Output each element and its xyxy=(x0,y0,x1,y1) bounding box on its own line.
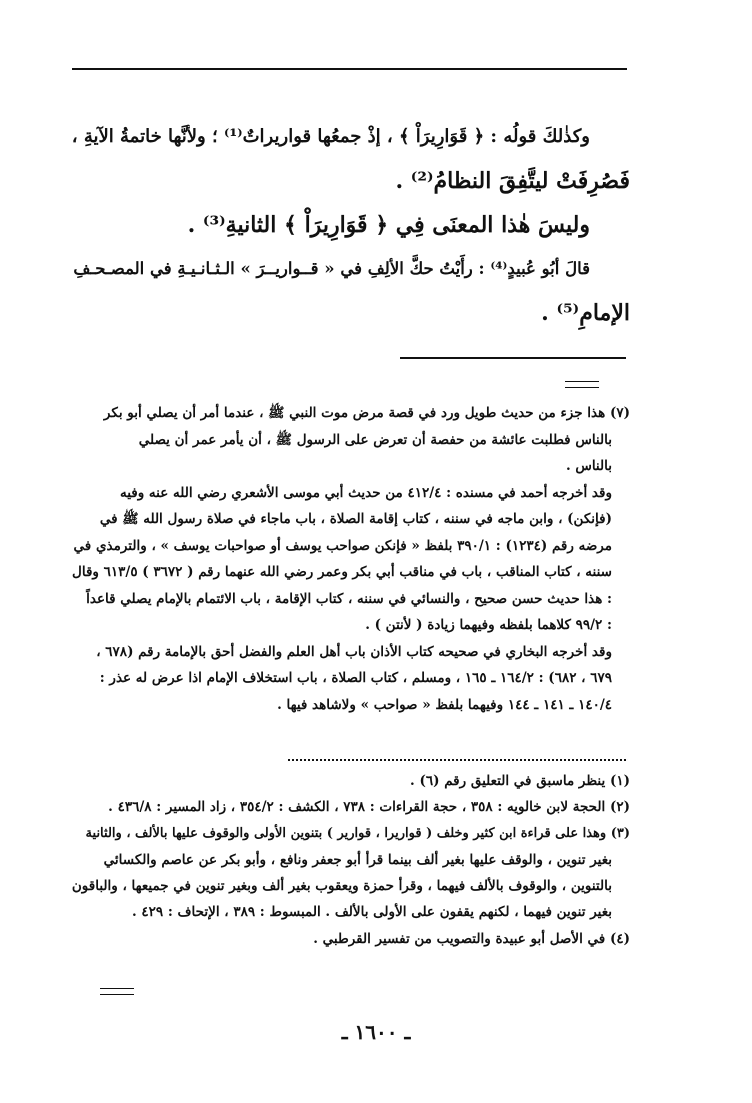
top-rule xyxy=(72,68,627,70)
footnote-line: (٣) وهذا على قراءة ابن كثير وخلف ( قواريرا ، قوارير ) بتنوين الأولى والوقوف عليها بالألف ، والثانية xyxy=(85,825,630,841)
footnote-line: بغير تنوين ، والوقف عليها بغير ألف بينما قرأ أبو جعفر ونافع ، وأبو بكر عن عاصم والكسائي xyxy=(103,851,612,868)
main-line: وليسَ هٰذا المعنَى فِي ﴿ قَوَارِيرَاْ ﴾ الثانيةِ⁽³⁾ . xyxy=(187,212,590,238)
main-line: وكذٰلكَ قولُه : ﴿ قَوَارِيرَاْ ﴾ ، إذْ جمعُها قواريراتٌ⁽¹⁾ ؛ ولأنَّها خاتمةُ الآيةِ ، xyxy=(71,126,590,147)
footnote-line: بالتنوين ، والوقوف بالألف فيهما ، وقرأ حمزة ويعقوب بغير ألف وبغير تنوين في جميعها ، والباقون xyxy=(71,878,612,895)
note-line: ١٤٠/٤ ـ ١٤١ ـ ١٤٤ وفيهما بلفظ « صواحب » ولاشاهد فيها . xyxy=(277,696,612,713)
note-line: بالناس فطلبت عائشة من حفصة أن تعرض على الرسول ﷺ ، أن يأمر عمر أن يصلي xyxy=(138,431,612,448)
text-footnote-separator xyxy=(400,357,626,359)
double-rule xyxy=(565,381,599,388)
double-rule xyxy=(100,988,134,995)
note-line: : هذا حديث حسن صحيح ، والنسائي في سننه ، كتاب الإقامة ، باب الائتمام بالإمام يصلي قاعداً xyxy=(86,590,612,607)
main-line: الإمامِ⁽⁵⁾ . xyxy=(541,300,630,326)
continued-footnote xyxy=(70,400,630,718)
main-line: فَصُرِفَتْ ليتَّفِقَ النظامُ⁽²⁾ . xyxy=(395,168,630,194)
note-line: : ٩٩/٢ كلاهما بلفظه وفيهما زيادة ( لأنتن ) . xyxy=(365,617,612,633)
note-line: ٦٧٩ ، ٦٨٢) : ١٦٤/٢ ـ ١٦٥ ، ومسلم ، كتاب الصلاة ، باب استخلاف الإمام اذا عرض له عذر : xyxy=(99,670,612,686)
note-line: بالناس . xyxy=(565,458,612,474)
page-number: ـ ١٦٠٠ ـ xyxy=(341,1020,411,1044)
main-text xyxy=(70,115,630,335)
note-line: مرضه رقم (١٢٣٤) : ٣٩٠/١ بلفظ « فإنكن صواحب يوسف أو صواحبات يوسف » ، والترمذي في xyxy=(73,537,612,554)
dotted-separator xyxy=(288,759,626,761)
note-line: وقد أخرجه أحمد في مسنده : ٤١٢/٤ من حديث أبي موسى الأشعري رضي الله عنه وفيه xyxy=(119,484,612,501)
note-line: (٧) هذا جزء من حديث طويل ورد في قصة مرض موت النبي ﷺ ، عندما أمر أن يصلي أبو بكر xyxy=(103,405,630,421)
note-line: وقد أخرجه البخاري في صحيحه كتاب الأذان باب أهل العلم والفضل أحق بالإمامة رقم (٦٧٨ ، xyxy=(96,643,612,660)
note-line: سننه ، كتاب المناقب ، باب في مناقب أبي بكر وعمر رضي الله عنهما رقم ( ٣٦٧٢ ) ٦١٣/٥ وقال xyxy=(72,564,612,580)
footnote-line: بغير تنوين فيهما ، لكنهم يقفون على الأولى بالألف . المبسوط : ٣٨٩ ، الإتحاف : ٤٢٩ . xyxy=(131,904,612,921)
footnote-line: (٢) الحجة لابن خالويه : ٣٥٨ ، حجة القراءات : ٧٣٨ ، الكشف : ٣٥٤/٢ ، زاد المسير : ٤٣٦/٨ . xyxy=(108,799,630,816)
main-line: قالَ أبُو عُبيدٍ⁽⁴⁾ : رأَيْتُ حكَّ الألِفِ في « قــواريــرَ » الـثـانـيـةِ في المصـحـفِ xyxy=(73,259,590,278)
note-line: (فإنكن) ، وابن ماجه في سننه ، كتاب إقامة الصلاة ، باب ماجاء في صلاة رسول الله ﷺ في xyxy=(99,511,612,527)
footnote-line: (١) ينظر ماسبق في التعليق رقم (٦) . xyxy=(410,773,630,789)
footnotes xyxy=(70,768,630,952)
footnote-line: (٤) في الأصل أبو عبيدة والتصويب من تفسير القرطبي . xyxy=(313,930,630,947)
